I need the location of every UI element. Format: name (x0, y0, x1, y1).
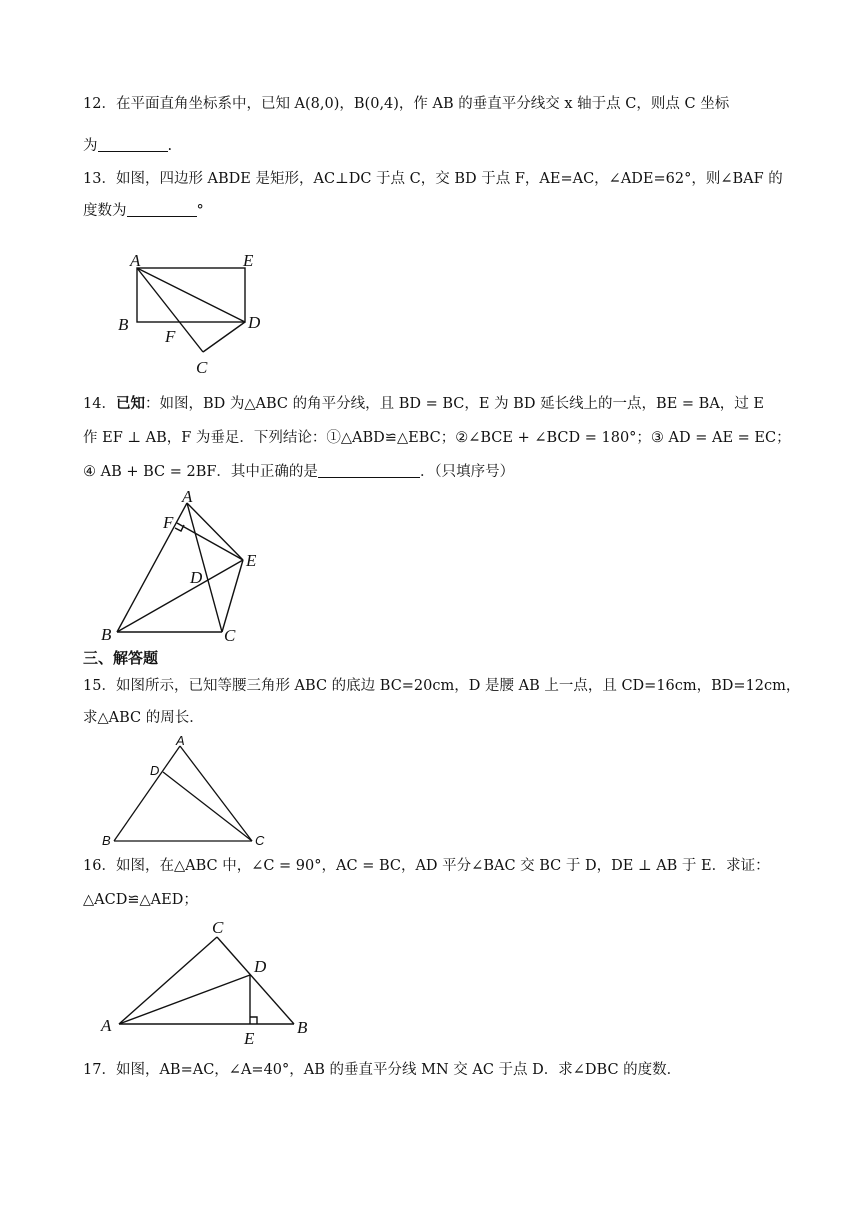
q15-line2 (83, 708, 204, 728)
q12-line1 (83, 94, 729, 114)
q16-right-angle-mark (250, 1017, 257, 1024)
q14-line-ae (187, 503, 243, 560)
q14-line-be (117, 560, 243, 632)
q13-line2 (83, 201, 204, 221)
q15-line-ac (180, 746, 252, 841)
q14-prefix: ④ AB + BC = 2BF．其中正确的是 (83, 464, 318, 480)
q14-right-angle-mark (175, 525, 184, 531)
q15-label-b: B (102, 833, 111, 848)
q12-prefix: 为 (83, 138, 98, 154)
q16-text2: △ACD≌△AED； (83, 892, 198, 908)
q14-line-fe (177, 523, 243, 560)
q16-line-cb (217, 937, 294, 1024)
q13-label-f: F (165, 327, 176, 346)
q13-line-cd (203, 322, 245, 352)
q17-text1: 17．如图，AB=AC，∠A=40°，AB 的垂直平分线 MN 交 AC 于点 D．求∠DBC 的度数． (83, 1062, 682, 1078)
q16-label-a: A (101, 1016, 112, 1035)
q16-line-ad (119, 975, 250, 1024)
q14-line-ac (187, 503, 222, 632)
q14-label-e: E (246, 551, 257, 570)
q14-bold: 已知 (115, 395, 145, 412)
q15-label-d: D (150, 763, 160, 778)
q16-label-b: B (297, 1018, 308, 1037)
q15-line-cd (163, 772, 252, 841)
q13-prefix: 度数为 (83, 203, 127, 219)
q14-answer-blank[interactable] (318, 463, 420, 478)
q13-rectangle (137, 268, 245, 322)
q15-label-c: C (255, 833, 265, 848)
q14-text1: ：如图，BD 为△ABC 的角平分线，且 BD = BC，E 为 BD 延长线上的一点，BE = BA，过 E (144, 396, 764, 412)
q14-label-a: A (182, 487, 193, 506)
q14-suffix: ．（只填序号） (419, 464, 515, 480)
q12-answer-blank[interactable] (98, 137, 168, 152)
q14-text2: 作 EF ⊥ AB，F 为垂足．下列结论：①△ABD≌△EBC；②∠BCE + ∠BCD = 180°；③ AD = AE = EC； (83, 430, 791, 446)
q14-label-d: D (190, 568, 203, 587)
q16-label-c: C (212, 918, 224, 937)
q15-line-ab (114, 746, 180, 841)
q14-label-f: F (163, 513, 174, 532)
q15-text1: 15．如图所示，已知等腰三角形 ABC 的底边 BC=20cm，D 是腰 AB 上一点，且 CD=16cm，BD=12cm， (83, 678, 801, 694)
q14-line2 (83, 428, 791, 448)
q15-text2: 求△ABC 的周长． (83, 710, 204, 726)
q14-line3 (83, 462, 514, 482)
q17-line1 (83, 1060, 681, 1080)
q15-label-a: A (176, 733, 185, 748)
q13-label-a: A (130, 251, 141, 270)
q12-text: 12．在平面直角坐标系中，已知 A(8,0)，B(0,4)，作 AB 的垂直平分线交 x 轴于点 C，则点 C 坐标 (83, 96, 730, 112)
q16-line1 (83, 856, 770, 876)
section-title: 三、解答题 (83, 649, 159, 667)
q14-line-ab (117, 503, 187, 632)
q16-label-e: E (244, 1029, 255, 1048)
q13-text: 13．如图，四边形 ABDE 是矩形，AC⊥DC 于点 C，交 BD 于点 F，AE=AC，∠ADE=62°，则∠BAF 的 (83, 171, 783, 187)
q14-line-ce (222, 560, 243, 632)
q14-line1 (83, 394, 764, 414)
q16-line2 (83, 890, 198, 910)
q12-line2 (83, 136, 172, 156)
q12-suffix: . (167, 138, 173, 154)
q13-label-b: B (118, 315, 129, 334)
q13-label-c: C (196, 358, 208, 377)
q16-label-d: D (254, 957, 267, 976)
q13-suffix: ° (196, 203, 204, 219)
q13-label-e: E (243, 251, 254, 270)
q13-line1 (83, 169, 783, 189)
q16-line-ac (119, 937, 217, 1024)
q16-text1: 16．如图，在△ABC 中，∠C = 90°，AC = BC，AD 平分∠BAC 交 BC 于 D，DE ⊥ AB 于 E．求证： (83, 858, 770, 874)
q14-number: 14． (83, 396, 116, 412)
q14-label-b: B (101, 625, 112, 644)
q13-line-ac (137, 268, 203, 352)
q13-line-ad (137, 268, 245, 322)
q14-label-c: C (224, 626, 236, 645)
q13-answer-blank[interactable] (127, 202, 197, 217)
q13-label-d: D (248, 313, 261, 332)
q15-line1 (83, 676, 800, 696)
